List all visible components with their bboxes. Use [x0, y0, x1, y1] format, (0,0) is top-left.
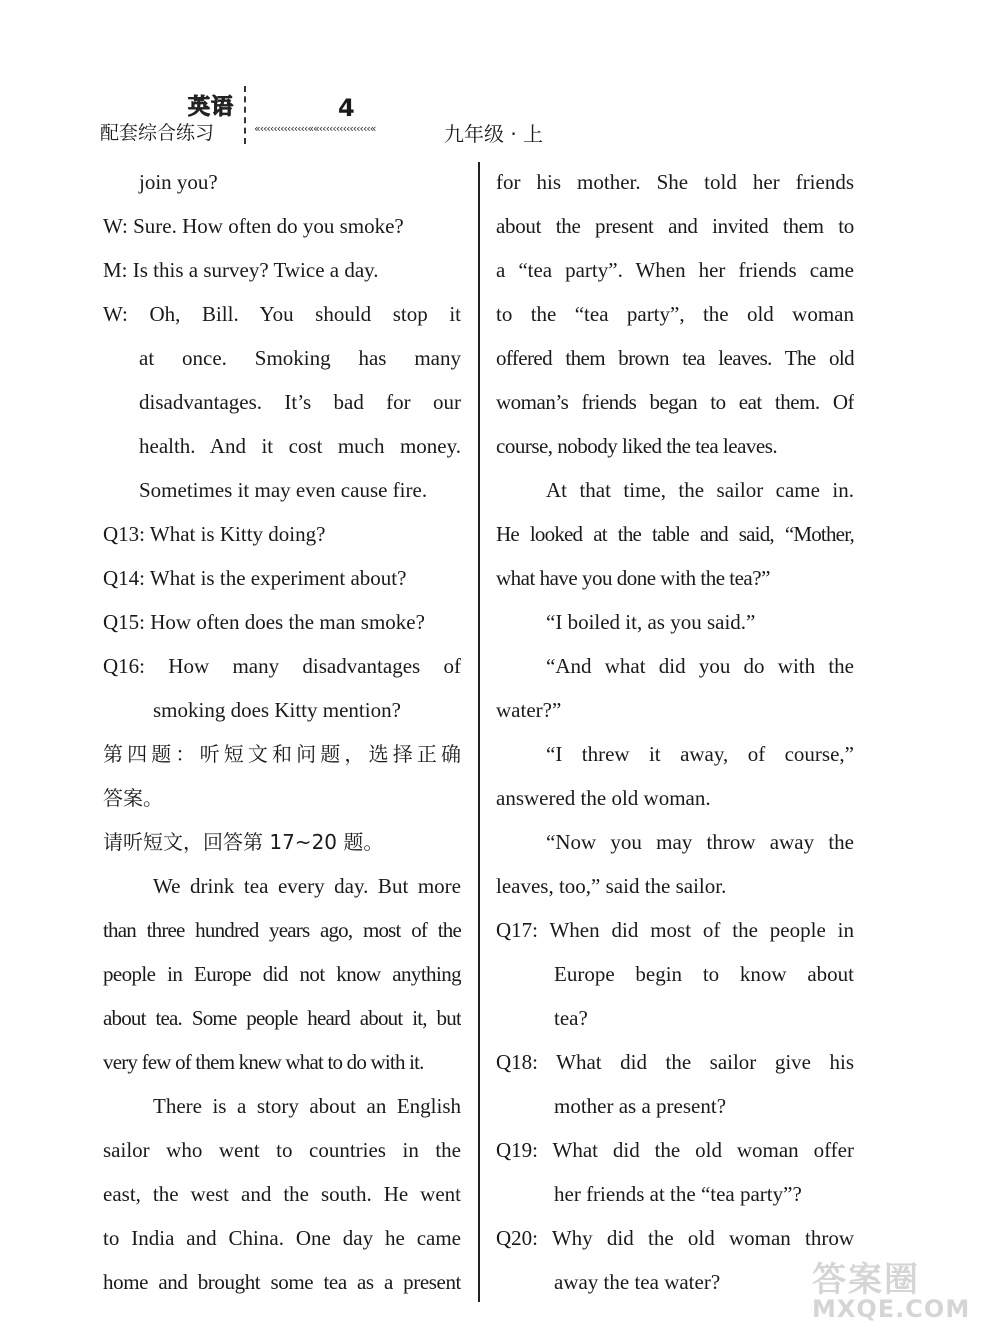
text-line: at once. Smoking has many: [139, 346, 461, 370]
watermark-url: MXQE.COM: [812, 1295, 971, 1323]
question-line: her friends at the “tea party”?: [554, 1182, 802, 1206]
page-header: [100, 82, 560, 152]
question-line: tea?: [554, 1006, 588, 1030]
text-line: woman’s friends began to eat them. Of: [496, 390, 854, 414]
question-line: Q16: How many disadvantages of: [103, 654, 461, 678]
page-number: 4: [338, 94, 355, 122]
question-line: Q13: What is Kitty doing?: [103, 522, 326, 546]
question-line: smoking does Kitty mention?: [153, 698, 401, 722]
section-instruction: 请听短文，回答第 17~20 题。: [103, 830, 384, 854]
grade-label: 九年级 · 上: [444, 122, 544, 146]
question-line: Q19: What did the old woman offer: [496, 1138, 854, 1162]
header-arrows: «‹‹‹‹‹‹‹‹‹‹‹‹‹‹««‹‹‹‹‹‹‹‹‹‹‹‹‹‹‹«: [254, 122, 376, 135]
text-line: offered them brown tea leaves. The old: [496, 346, 854, 370]
text-line: for his mother. She told her friends: [496, 170, 854, 194]
text-line: “Now you may throw away the: [546, 830, 854, 854]
text-line: W: Oh, Bill. You should stop it: [103, 302, 461, 326]
question-line: away the tea water?: [554, 1270, 721, 1294]
header-separator: [244, 86, 246, 144]
series-title: 配套综合练习: [100, 122, 215, 144]
text-line: health. And it cost much money.: [139, 434, 461, 458]
text-line: He looked at the table and said, “Mother,: [496, 522, 854, 546]
subject-title: 英语: [188, 95, 235, 120]
question-line: mother as a present?: [554, 1094, 727, 1118]
section-heading: 答案。: [103, 786, 163, 810]
watermark-logo: [812, 1252, 982, 1332]
watermark-text: 答案圈: [812, 1260, 920, 1300]
question-line: Q14: What is the experiment about?: [103, 566, 407, 590]
text-line: a “tea party”. When her friends came: [496, 258, 854, 282]
question-line: Q15: How often does the man smoke?: [103, 610, 425, 634]
text-line: Sometimes it may even cause fire.: [139, 478, 428, 502]
question-line: Q17: When did most of the people in: [496, 918, 854, 942]
text-line: people in Europe did not know anything: [103, 962, 461, 986]
text-line: home and brought some tea as a present: [103, 1270, 461, 1294]
question-line: Q18: What did the sailor give his: [496, 1050, 854, 1074]
text-line: very few of them knew what to do with it.: [103, 1050, 424, 1074]
text-line: “I boiled it, as you said.”: [546, 610, 756, 634]
text-line: There is a story about an English: [153, 1094, 461, 1118]
text-line: We drink tea every day. But more: [153, 874, 461, 898]
text-line: M: Is this a survey? Twice a day.: [103, 258, 379, 282]
column-divider: [478, 162, 480, 1302]
text-line: “And what did you do with the: [546, 654, 854, 678]
text-line: disadvantages. It’s bad for our: [139, 390, 461, 414]
text-line: than three hundred years ago, most of the: [103, 918, 461, 942]
text-line: sailor who went to countries in the: [103, 1138, 461, 1162]
right-column: [496, 160, 854, 1304]
text-line: At that time, the sailor came in.: [546, 478, 854, 502]
text-line: east, the west and the south. He went: [103, 1182, 461, 1206]
left-column: [103, 160, 461, 1304]
text-line: what have you done with the tea?”: [496, 566, 770, 590]
text-line: to the “tea party”, the old woman: [496, 302, 854, 326]
text-line: course, nobody liked the tea leaves.: [496, 434, 778, 458]
text-line: “I threw it away, of course,”: [546, 742, 854, 766]
text-line: water?”: [496, 698, 562, 722]
question-line: Q20: Why did the old woman throw: [496, 1226, 854, 1250]
question-line: Europe begin to know about: [554, 962, 854, 986]
text-line: leaves, too,” said the sailor.: [496, 874, 727, 898]
text-line: join you?: [139, 170, 218, 194]
text-line: about tea. Some people heard about it, but: [103, 1006, 461, 1030]
text-line: to India and China. One day he came: [103, 1226, 461, 1250]
text-line: about the present and invited them to: [496, 214, 854, 238]
section-heading: 第四题：听短文和问题，选择正确: [103, 742, 461, 766]
text-line: W: Sure. How often do you smoke?: [103, 214, 404, 238]
text-line: answered the old woman.: [496, 786, 711, 810]
